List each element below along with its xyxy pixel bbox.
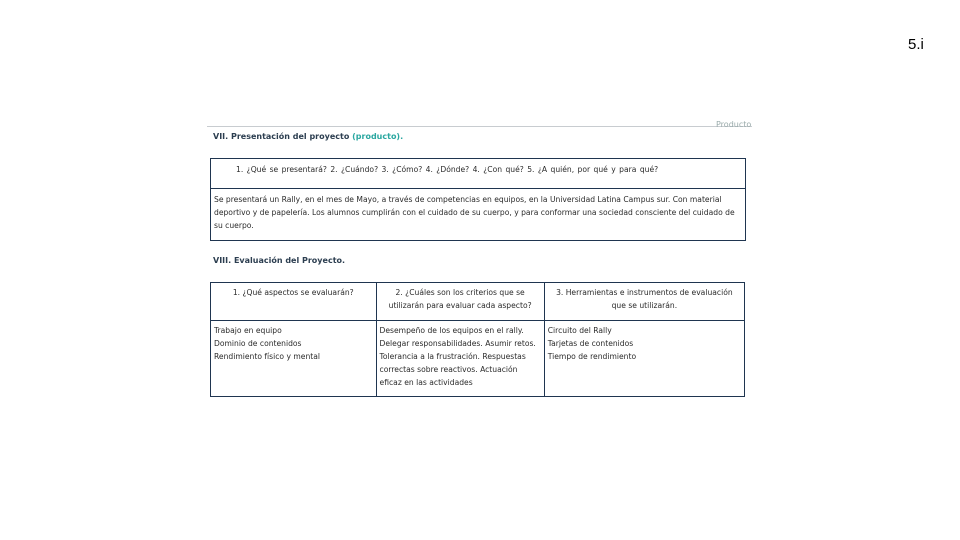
section-7-title-accent: (producto). (352, 132, 404, 141)
table-row (211, 321, 745, 397)
list-item: Rendimiento físico y mental (214, 352, 320, 361)
table-header: 3. Herramientas e instrumentos de evaluación que se utilizarán. (544, 283, 744, 321)
list-item: Circuito del Rally (547, 326, 612, 335)
section-8-title: VIII. Evaluación del Proyecto. (213, 256, 346, 265)
section-7-title (213, 132, 403, 141)
list-item: Dominio de contenidos (214, 339, 302, 348)
header-divider (207, 126, 752, 127)
section-7-title-text: VII. Presentación del proyecto (213, 132, 350, 141)
page-number: 5.i (908, 36, 924, 53)
criteria-cell: Desempeño de los equipos en el rally. Delegar responsabilidades. Asumir retos. Tolerancia a la frustración. Respuestas correctas sobre reactivos. Actuación eficaz en las actividades (376, 321, 544, 397)
table-header: 2. ¿Cuáles son los criterios que se utilizarán para evaluar cada aspecto? (376, 283, 544, 321)
table-header: 1. ¿Qué aspectos se evaluarán? (211, 283, 377, 321)
presentation-box (210, 158, 746, 241)
list-item: Tarjetas de contenidos (547, 339, 634, 348)
aspects-cell (211, 321, 377, 397)
presentation-questions: 1. ¿Qué se presentará? 2. ¿Cuándo? 3. ¿Cómo? 4. ¿Dónde? 4. ¿Con qué? 5. ¿A quién, por qué y para qué? (211, 159, 745, 189)
presentation-answer: Se presentará un Rally, en el mes de Mayo, a través de competencias en equipos, en la Universidad Latina Campus sur. Con material deportivo y de papelería. Los alumnos cumplirán con el cuidado de su cuerpo, y para conformar una sociedad consciente del cuidado de su cuerpo. (214, 195, 735, 230)
list-item: Trabajo en equipo (214, 326, 282, 335)
evaluation-table (210, 282, 745, 397)
list-item: Tiempo de rendimiento (547, 352, 637, 361)
header-cut-text: Producto (716, 120, 752, 127)
table-header-row (211, 283, 745, 321)
tools-cell (544, 321, 744, 397)
